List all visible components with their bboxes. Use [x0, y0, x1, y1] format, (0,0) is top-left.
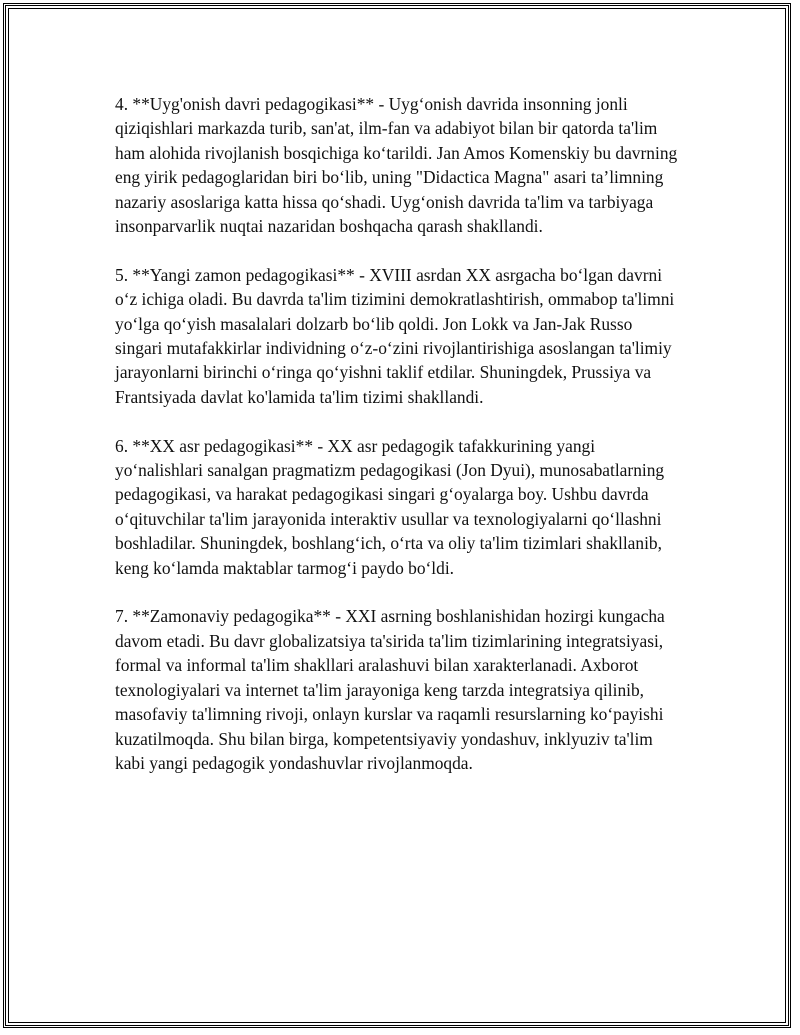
paragraph-contemporary-pedagogy: 7. **Zamonaviy pedagogika** - XXI asrning boshlanishidan hozirgi kungacha davom etadi. Bu davr globalizatsiya ta'sirida ta'lim tizimlarining integratsiyasi, formal va informal ta'lim shakllari aralashuvi bilan xarakterlanadi. Axborot texnologiyalari va internet ta'lim jarayoniga keng tarzda integratsiya qilinib, masofaviy ta'limning rivoji, onlayn kurslar va raqamli resurslarning ko‘payishi kuzatilmoqda. Shu bilan birga, kompetentsiyaviy yondashuv, inklyuziv ta'lim kabi yangi pedagogik yondashuvlar rivojlanmoqda. — [115, 606, 665, 773]
paragraph-renaissance-pedagogy: 4. **Uyg'onish davri pedagogikasi** - Uyg‘onish davrida insonning jonli qiziqishlari markazda turib, san'at, ilm-fan va adabiyot bilan bir qatorda ta'lim ham alohida rivojlanish bosqichiga ko‘tarildi. Jan Amos Komenskiy bu davrning eng yirik pedagoglaridan biri bo‘lib, uning "Didactica Magna" asari ta’limning nazariy asoslariga katta hissa qo‘shadi. Uyg‘onish davrida ta'lim va tarbiyaga insonparvarlik nuqtai nazaridan boshqacha qarash shakllandi. — [115, 94, 678, 237]
paragraph-20th-century-pedagogy: 6. **XX asr pedagogikasi** - XX asr pedagogik tafakkurining yangi yo‘nalishlari sanalgan pragmatizm pedagogikasi (Jon Dyui), munosabatlarning pedagogikasi, va harakat pedagogikasi singari g‘oyalarga boy. Ushbu davrda o‘qituvchilar ta'lim jarayonida interaktiv usullar va texnologiyalarni qo‘llashni boshladilar. Shuningdek, boshlang‘ich, o‘rta va oliy ta'lim tizimlari shakllanib, keng ko‘lamda maktablar tarmog‘i paydo bo‘ldi. — [115, 435, 665, 578]
document-body — [115, 92, 681, 800]
paragraph-modern-era-pedagogy: 5. **Yangi zamon pedagogikasi** - XVIII asrdan XX asrgacha bo‘lgan davrni o‘z ichiga oladi. Bu davrda ta'lim tizimini demokratlashtirish, ommabop ta'limni yo‘lga qo‘yish masalalari dolzarb bo‘lib qoldi. Jon Lokk va Jan-Jak Russo singari mutafakkirlar individning o‘z-o‘zini rivojlantirishiga asoslangan ta'limiy jarayonlarni birinchi o‘ringa qo‘yishni taklif etdilar. Shuningdek, Prussiya va Frantsiyada davlat ko'lamida ta'lim tizimi shakllandi. — [115, 264, 675, 407]
